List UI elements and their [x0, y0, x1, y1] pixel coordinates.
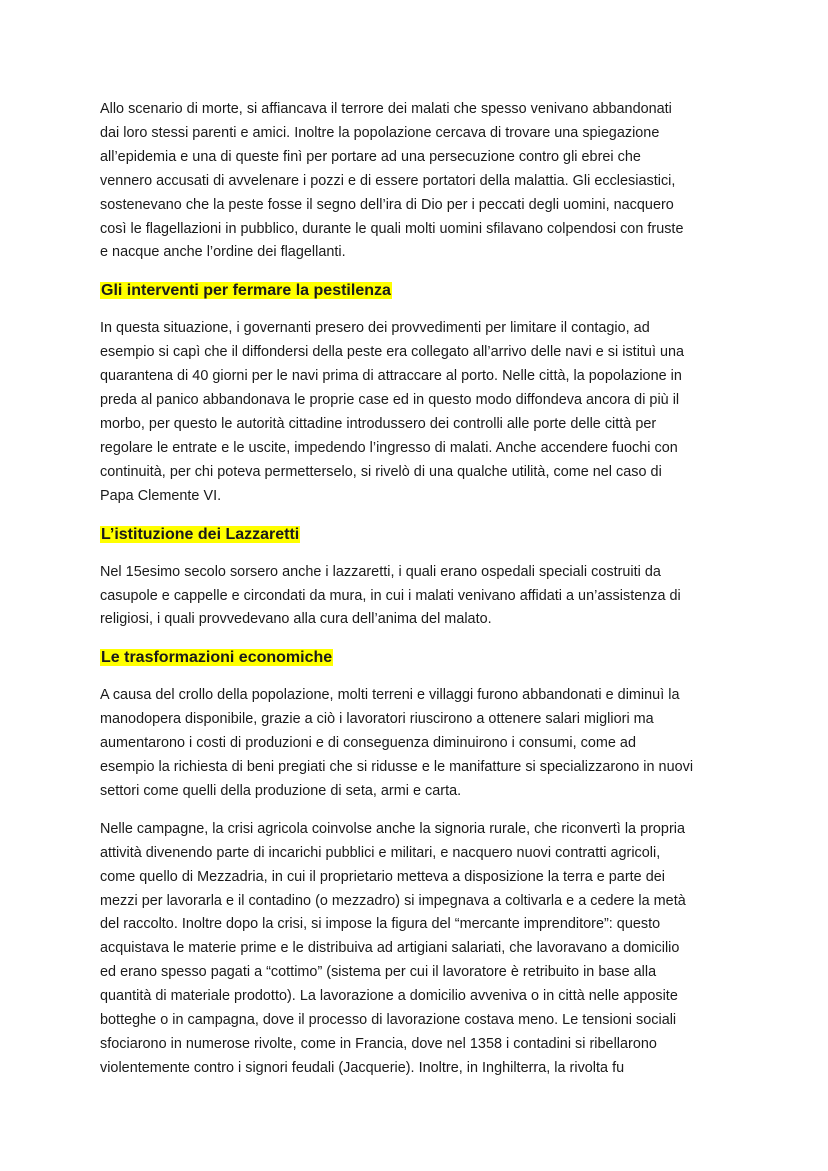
- text-line: vennero accusati di avvelenare i pozzi e di essere portatori della malattia. Gli ecclesiastici,: [100, 172, 676, 189]
- text-line: quarantena di 40 giorni per le navi prima di attraccare al porto. Nelle città, la popolazione in: [100, 368, 682, 385]
- text-line: ed erano spesso pagati a “cottimo” (sistema per cui il lavoratore è retribuito in base alla: [100, 964, 657, 981]
- text-line: attività divenendo parte di incarichi pubblici e militari, e nacquero nuovi contratti agricoli,: [100, 844, 661, 861]
- paragraph-lazzaretti: [100, 561, 728, 633]
- highlighted-heading-text: Le trasformazioni economiche: [101, 649, 333, 667]
- text-line: botteghe o in campagna, dove il processo di lavorazione costava meno. Le tensioni sociali: [100, 1012, 677, 1029]
- text-line: quantità di materiale prodotto). La lavorazione a domicilio avveniva o in città nelle apposite: [100, 988, 678, 1005]
- text-line: sostenevano che la peste fosse il segno dell’ira di Dio per i peccati degli uomini, nacquero: [100, 196, 674, 213]
- text-line: Nelle campagne, la crisi agricola coinvolse anche la signoria rurale, che riconvertì la propria: [100, 820, 686, 837]
- text-line: esempio si capì che il diffondersi della peste era collegato all’arrivo delle navi e si istituì una: [100, 344, 685, 361]
- section-heading-economic-transformations: [100, 646, 728, 670]
- text-line: preda al panico abbandonava le proprie case ed in questo modo diffondeva ancora di più il: [100, 392, 680, 409]
- text-line: Nel 15esimo secolo sorsero anche i lazzaretti, i quali erano ospedali speciali costruiti da: [100, 563, 661, 580]
- text-line: all’epidemia e una di queste finì per portare ad una persecuzione contro gli ebrei che: [100, 148, 641, 165]
- text-line: regolare le entrate e le uscite, impedendo l’ingresso di malati. Anche accendere fuochi con: [100, 439, 678, 456]
- text-line: del raccolto. Inoltre dopo la crisi, si impose la figura del “mercante imprenditore”: questo: [100, 916, 661, 933]
- text-line: così le flagellazioni in pubblico, durante le quali molti uomini sfilavano colpendosi con fruste: [100, 220, 684, 237]
- text-line: violentemente contro i signori feudali (Jacquerie). Inoltre, in Inghilterra, la rivolta fu: [100, 1059, 625, 1076]
- text-line: dai loro stessi parenti e amici. Inoltre la popolazione cercava di trovare una spiegazione: [100, 124, 660, 141]
- text-line: continuità, per chi poteva permetterselo, si rivelò di una qualche utilità, come nel caso di: [100, 463, 662, 480]
- text-line: Allo scenario di morte, si affiancava il terrore dei malati che spesso venivano abbandonati: [100, 101, 672, 117]
- text-line: morbo, per questo le autorità cittadine introdussero dei controlli alle porte delle città per: [100, 415, 657, 432]
- text-line: sfociarono in numerose rivolte, come in Francia, dove nel 1358 i contadini si ribellarono: [100, 1036, 657, 1052]
- paragraph-rural-crisis: [100, 818, 728, 1081]
- section-heading-lazzaretti: [100, 523, 728, 547]
- text-line: come quello di Mezzadria, in cui il proprietario metteva a disposizione la terra e parte dei: [100, 868, 665, 885]
- text-line: Papa Clemente VI.: [100, 487, 222, 504]
- text-line: acquistava le materie prime e le distribuiva ad artigiani salariati, che lavoravano a domicilio: [100, 940, 680, 957]
- text-line: manodopera disponibile, grazie a ciò i lavoratori riuscirono a ottenere salari migliori ma: [100, 711, 654, 728]
- section-heading-interventions: [100, 279, 728, 303]
- text-line: casupole e cappelle e circondati da mura, in cui i malati venivano affidati a un’assistenza di: [100, 587, 681, 604]
- text-line: mezzi per lavorarla e il contadino (o mezzadro) si impegnava a coltivarla e a cedere la metà: [100, 892, 686, 909]
- text-line: settori come quelli della produzione di seta, armi e carta.: [100, 782, 462, 799]
- text-line: religiosi, i quali provvedevano alla cura dell’anima del malato.: [100, 611, 492, 628]
- text-line: esempio la richiesta di beni pregiati che si ridusse e le manifatture si specializzarono in nuovi: [100, 759, 694, 776]
- paragraph-plague-terror: [100, 98, 728, 265]
- highlighted-heading-text: L’istituzione dei Lazzaretti: [101, 525, 300, 543]
- text-line: In questa situazione, i governanti presero dei provvedimenti per limitare il contagio, ad: [100, 320, 650, 337]
- document-page: [100, 98, 728, 1095]
- highlighted-heading-text: Gli interventi per fermare la pestilenza: [101, 282, 391, 300]
- paragraph-population-collapse: [100, 684, 728, 804]
- text-line: aumentarono i costi di produzioni e di conseguenza diminuirono i consumi, come ad: [100, 735, 636, 752]
- text-line: A causa del crollo della popolazione, molti terreni e villaggi furono abbandonati e diminuì la: [100, 687, 680, 704]
- text-line: e nacque anche l’ordine dei flagellanti.: [100, 244, 346, 261]
- paragraph-interventions: [100, 317, 728, 508]
